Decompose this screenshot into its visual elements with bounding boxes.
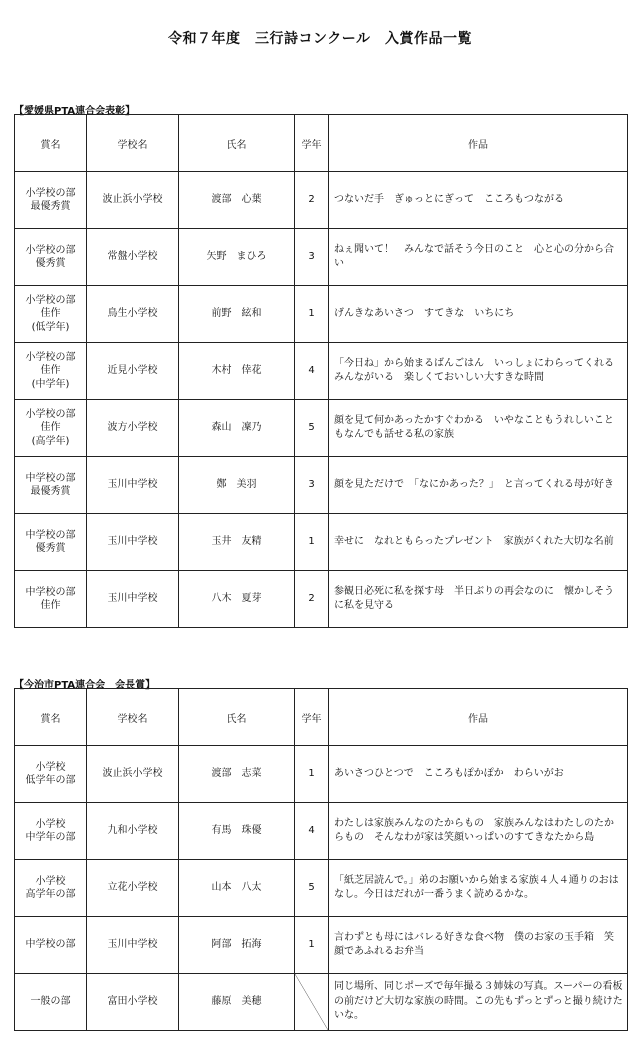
name-cell (179, 457, 295, 514)
name-cell (179, 803, 295, 860)
school-cell-text: 波方小学校 (107, 422, 158, 434)
school-cell-text: 玉川中学校 (107, 479, 158, 491)
table-row (15, 229, 628, 286)
work-cell-text: つないだ手 ぎゅっとにぎって こころもつながる (334, 193, 564, 205)
name-cell-text: 八木 夏芽 (211, 593, 262, 605)
name-cell (179, 746, 295, 803)
grade-cell (295, 917, 329, 974)
name-cell-text: 木村 倖花 (211, 365, 262, 377)
grade-cell (295, 514, 329, 571)
awards-table-prefecture (14, 114, 628, 628)
name-cell (179, 172, 295, 229)
school-cell-text: 玉川中学校 (107, 536, 158, 548)
school-cell-text: 玉川中学校 (107, 939, 158, 951)
work-cell-text: 顔を見ただけで 「なにかあった？」 と言ってくれる母が好き (334, 478, 614, 490)
work-cell-text: 言わずとも母にはバレる好きな食べ物 僕のお家の玉手箱 笑顔であふれるお弁当 (334, 931, 614, 957)
grade-cell-text: 1 (308, 536, 315, 548)
table-row (15, 514, 628, 571)
work-cell (329, 400, 628, 457)
name-cell (179, 917, 295, 974)
award-cell-text: 中学校の部 優秀賞 (25, 529, 76, 554)
award-cell-text: 中学校の部 最優秀賞 (25, 472, 76, 497)
grade-cell-text: 4 (308, 365, 315, 377)
school-cell (87, 229, 179, 286)
grade-cell-text: 2 (308, 593, 315, 605)
award-cell-text: 小学校の部 最優秀賞 (25, 187, 76, 212)
grade-cell (295, 974, 329, 1031)
grade-cell-text: 5 (308, 882, 315, 894)
award-cell-text: 中学校の部 (25, 939, 76, 951)
name-cell-text: 前野 絃和 (211, 308, 262, 320)
header-name: 氏名 (179, 115, 295, 172)
grade-cell-text: 1 (308, 308, 315, 320)
work-cell-text: げんきなあいさつ すてきな いちにち (334, 307, 515, 319)
table-row (15, 286, 628, 343)
grade-cell-text: 5 (308, 422, 315, 434)
school-cell (87, 343, 179, 400)
school-cell-text: 玉川中学校 (107, 593, 158, 605)
grade-cell-text: 1 (308, 939, 315, 951)
work-cell-text: 顔を見て何かあったかすぐわかる いやなこともうれしいこともなんでも話せる私の家族 (334, 414, 614, 440)
grade-cell (295, 172, 329, 229)
award-cell (15, 229, 87, 286)
school-cell-text: 波止浜小学校 (102, 768, 163, 780)
page-title: 令和７年度 三行詩コンクール 入賞作品一覧 (168, 31, 472, 47)
header-award: 賞名 (15, 115, 87, 172)
name-cell-text: 玉井 友精 (211, 536, 262, 548)
school-cell-text: 波止浜小学校 (102, 194, 163, 206)
school-cell-text: 九和小学校 (107, 825, 158, 837)
grade-cell (295, 746, 329, 803)
award-cell (15, 571, 87, 628)
grade-cell (295, 229, 329, 286)
award-cell (15, 746, 87, 803)
award-cell-text: 小学校の部 佳作 (低学年) (25, 294, 76, 333)
table-row (15, 803, 628, 860)
award-cell-text: 一般の部 (30, 996, 71, 1008)
work-cell (329, 571, 628, 628)
work-cell-text: 同じ場所、同じポーズで毎年撮る３姉妹の写真。スーパーの看板の前だけど大切な家族の時間。この先もずっとずっと撮り続けたいな。 (334, 981, 623, 1022)
name-cell (179, 400, 295, 457)
grade-cell (295, 286, 329, 343)
award-cell (15, 457, 87, 514)
school-cell-text: 富田小学校 (107, 996, 158, 1008)
award-cell (15, 514, 87, 571)
award-cell (15, 400, 87, 457)
grade-cell-text: 3 (308, 251, 315, 263)
table-row (15, 571, 628, 628)
section-label-prefecture: 【愛媛県PTA連合会表彰】 (14, 106, 136, 117)
school-cell (87, 571, 179, 628)
school-cell (87, 860, 179, 917)
work-cell-text: あいさつひとつで こころもぽかぽか わらいがお (334, 767, 564, 779)
name-cell (179, 286, 295, 343)
work-cell (329, 172, 628, 229)
header-work: 作品 (329, 115, 628, 172)
table-row (15, 746, 628, 803)
name-cell (179, 514, 295, 571)
award-cell-text: 小学校の部 佳作 (高学年) (25, 408, 76, 447)
name-cell-text: 森山 凜乃 (211, 422, 262, 434)
award-cell (15, 286, 87, 343)
work-cell (329, 457, 628, 514)
work-cell (329, 286, 628, 343)
grade-cell-text: 3 (308, 479, 315, 491)
name-cell-text: 藤原 美穂 (211, 996, 262, 1008)
header-grade: 学年 (295, 689, 329, 746)
award-cell (15, 343, 87, 400)
award-cell (15, 860, 87, 917)
school-cell (87, 746, 179, 803)
grade-cell-text: 1 (308, 768, 315, 780)
grade-cell (295, 343, 329, 400)
table-row (15, 172, 628, 229)
name-cell-text: 山本 八太 (211, 882, 262, 894)
diagonal-slash (295, 974, 328, 1030)
table-row (15, 400, 628, 457)
header-grade: 学年 (295, 115, 329, 172)
school-cell (87, 457, 179, 514)
school-cell (87, 400, 179, 457)
work-cell (329, 860, 628, 917)
section-label-city: 【今治市PTA連合会 会長賞】 (14, 680, 156, 691)
grade-cell (295, 803, 329, 860)
award-cell-text: 小学校の部 佳作 (中学年) (25, 351, 76, 390)
header-award: 賞名 (15, 689, 87, 746)
school-cell (87, 803, 179, 860)
awards-table-city (14, 688, 628, 1031)
header-name: 氏名 (179, 689, 295, 746)
work-cell-text: 「紙芝居読んで。」弟のお願いから始まる家族４人４通りのおはなし。今日はだれが一番うまく読めるかな。 (334, 874, 619, 900)
name-cell-text: 有馬 珠優 (211, 825, 262, 837)
work-cell-text: ねぇ聞いて！ みんなで話そう今日のこと 心と心の分から合い (334, 243, 614, 269)
work-cell (329, 974, 628, 1031)
award-cell (15, 172, 87, 229)
award-cell (15, 803, 87, 860)
name-cell (179, 974, 295, 1031)
school-cell (87, 514, 179, 571)
grade-cell (295, 400, 329, 457)
work-cell (329, 343, 628, 400)
table-row (15, 917, 628, 974)
work-cell (329, 514, 628, 571)
work-cell-text: 幸せに なれともらったプレゼント 家族がくれた大切な名前 (334, 535, 614, 547)
grade-cell-text: 4 (308, 825, 315, 837)
school-cell (87, 286, 179, 343)
work-cell (329, 229, 628, 286)
award-cell-text: 小学校 低学年の部 (25, 761, 76, 786)
award-cell-text: 小学校 高学年の部 (25, 875, 76, 900)
award-cell (15, 974, 87, 1031)
school-cell (87, 917, 179, 974)
school-cell-text: 近見小学校 (107, 365, 158, 377)
work-cell-text: 参観日必死に私を探す母 半日ぶりの再会なのに 懐かしそうに私を見守る (334, 585, 614, 611)
name-cell-text: 渡部 志菜 (211, 768, 262, 780)
work-cell (329, 803, 628, 860)
name-cell (179, 343, 295, 400)
header-school: 学校名 (87, 689, 179, 746)
grade-cell (295, 571, 329, 628)
work-cell-text: わたしは家族みんなのたからもの 家族みんなはわたしのたからもの そんなわが家は笑顔いっぱいのすてきなたから島 (334, 817, 614, 843)
work-cell-text: 「今日ね」から始まるばんごはん いっしょにわらってくれるみんながいる 楽しくておいしい大すきな時間 (334, 357, 614, 383)
work-cell (329, 917, 628, 974)
award-cell (15, 917, 87, 974)
award-cell-text: 小学校 中学年の部 (25, 818, 76, 843)
work-cell (329, 746, 628, 803)
header-school: 学校名 (87, 115, 179, 172)
name-cell-text: 矢野 まひろ (206, 251, 267, 263)
grade-cell (295, 860, 329, 917)
award-cell-text: 中学校の部 佳作 (25, 586, 76, 611)
school-cell-text: 常盤小学校 (107, 251, 158, 263)
table-row (15, 343, 628, 400)
name-cell (179, 229, 295, 286)
name-cell (179, 860, 295, 917)
table-row (15, 860, 628, 917)
grade-cell (295, 457, 329, 514)
award-cell-text: 小学校の部 優秀賞 (25, 244, 76, 269)
school-cell (87, 974, 179, 1031)
table-row (15, 457, 628, 514)
table-row (15, 974, 628, 1031)
grade-cell-text: 2 (308, 194, 315, 206)
name-cell-text: 阿部 拓海 (211, 939, 262, 951)
school-cell (87, 172, 179, 229)
school-cell-text: 立花小学校 (107, 882, 158, 894)
header-work: 作品 (329, 689, 628, 746)
school-cell-text: 鳥生小学校 (107, 308, 158, 320)
name-cell-text: 渡部 心葉 (211, 194, 262, 206)
name-cell-text: 鄭 美羽 (216, 479, 257, 491)
name-cell (179, 571, 295, 628)
